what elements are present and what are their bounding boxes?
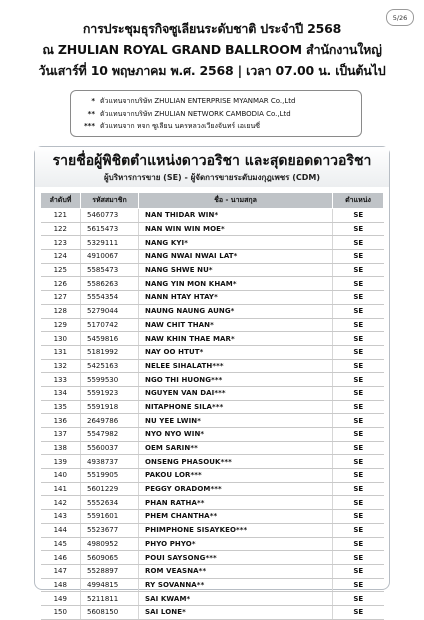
position-code: SE (333, 222, 384, 236)
legend-marker: * (91, 97, 95, 105)
member-name: NANG SHWE NU* (139, 263, 333, 277)
position-code: SE (333, 236, 384, 250)
row-number: 150 (41, 605, 81, 619)
table-row (41, 441, 384, 455)
achievers-list-panel (34, 146, 390, 617)
member-code: 5609065 (81, 551, 139, 565)
member-name: NELEE SIHALATH*** (139, 359, 333, 373)
table-row (41, 428, 384, 442)
member-code: 5586263 (81, 277, 139, 291)
table-row (41, 551, 384, 565)
member-code: 5554354 (81, 291, 139, 305)
row-number: 139 (41, 455, 81, 469)
position-code: SE (333, 482, 384, 496)
legend-marker: ** (87, 109, 95, 118)
member-code: 5523677 (81, 523, 139, 537)
member-name: PAKOU LOR*** (139, 469, 333, 483)
row-number: 126 (41, 277, 81, 291)
row-number: 147 (41, 564, 81, 578)
member-code: 4980952 (81, 537, 139, 551)
position-code: SE (333, 551, 384, 565)
member-name: NAW KHIN THAE MAR* (139, 332, 333, 346)
table-row (41, 469, 384, 483)
row-number: 135 (41, 400, 81, 414)
member-code: 5601229 (81, 482, 139, 496)
position-code: SE (333, 605, 384, 619)
member-name: NAY OO HTUT* (139, 345, 333, 359)
legend-text: ตัวแทนจาก หจก ซูเลียน นครหลวงเวียงจันทร์ เอเยนซี่ (100, 122, 261, 130)
position-code: SE (333, 592, 384, 606)
row-number: 132 (41, 359, 81, 373)
legend-item (77, 120, 361, 133)
position-code: SE (333, 209, 384, 223)
row-number: 146 (41, 551, 81, 565)
row-number: 144 (41, 523, 81, 537)
member-code: 5599530 (81, 373, 139, 387)
row-number: 129 (41, 318, 81, 332)
table-row (41, 496, 384, 510)
member-code: 5460773 (81, 209, 139, 223)
position-code: SE (333, 400, 384, 414)
position-code: SE (333, 332, 384, 346)
row-number: 145 (41, 537, 81, 551)
member-name: SAI KWAM* (139, 592, 333, 606)
position-code: SE (333, 250, 384, 264)
member-code: 4994815 (81, 578, 139, 592)
member-code: 5279044 (81, 304, 139, 318)
row-number: 125 (41, 263, 81, 277)
legend-marker: *** (84, 122, 95, 130)
table-row (41, 373, 384, 387)
member-code: 5211811 (81, 592, 139, 606)
member-name: RY SOVANNA** (139, 578, 333, 592)
column-header-no: ลำดับที่ (41, 193, 81, 209)
member-name: NU YEE LWIN* (139, 414, 333, 428)
table-row (41, 537, 384, 551)
table-row (41, 318, 384, 332)
position-code: SE (333, 373, 384, 387)
member-name: PHAN RATHA** (139, 496, 333, 510)
member-code: 5585473 (81, 263, 139, 277)
table-row (41, 400, 384, 414)
table-row (41, 386, 384, 400)
table-row (41, 277, 384, 291)
row-number: 133 (41, 373, 81, 387)
table-row (41, 291, 384, 305)
row-number: 128 (41, 304, 81, 318)
member-name: PEGGY ORADOM*** (139, 482, 333, 496)
member-code: 5608150 (81, 605, 139, 619)
member-name: ROM VEASNA** (139, 564, 333, 578)
member-name: NAN WIN WIN MOE* (139, 222, 333, 236)
member-code: 5615473 (81, 222, 139, 236)
member-code: 5519905 (81, 469, 139, 483)
member-name: PHYO PHYO* (139, 537, 333, 551)
legend-item (77, 95, 361, 108)
position-code: SE (333, 304, 384, 318)
table-row (41, 250, 384, 264)
legend-text: ตัวแทนจากบริษัท ZHULIAN ENTERPRISE MYANMAR Co.,Ltd (100, 97, 296, 105)
list-title-box (35, 147, 389, 187)
member-name: NAUNG NAUNG AUNG* (139, 304, 333, 318)
position-code: SE (333, 537, 384, 551)
event-title: การประชุมธุรกิจซูเลียนระดับชาติ ประจำปี 2568 (82, 21, 342, 36)
member-name: NYO NYO WIN* (139, 428, 333, 442)
table-row (41, 605, 384, 619)
member-name: NANG NWAI NWAI LAT* (139, 250, 333, 264)
table-row (41, 455, 384, 469)
member-code: 5591918 (81, 400, 139, 414)
member-name: SAI LONE* (139, 605, 333, 619)
legend-text: ตัวแทนจากบริษัท ZHULIAN NETWORK CAMBODIA Co.,Ltd (100, 109, 291, 118)
table-row (41, 523, 384, 537)
table-row (41, 209, 384, 223)
member-name: PHEM CHANTHA** (139, 510, 333, 524)
position-code: SE (333, 318, 384, 332)
row-number: 122 (41, 222, 81, 236)
event-header (0, 18, 424, 81)
member-code: 5425163 (81, 359, 139, 373)
row-number: 140 (41, 469, 81, 483)
position-code: SE (333, 564, 384, 578)
row-number: 121 (41, 209, 81, 223)
row-number: 131 (41, 345, 81, 359)
row-number: 134 (41, 386, 81, 400)
position-code: SE (333, 263, 384, 277)
member-code: 5181992 (81, 345, 139, 359)
event-datetime: วันเสาร์ที่ 10 พฤษภาคม พ.ศ. 2568 | เวลา 07.00 น. เป็นต้นไป (38, 63, 386, 78)
position-code: SE (333, 277, 384, 291)
member-code: 5591601 (81, 510, 139, 524)
member-name: NAN THIDAR WIN* (139, 209, 333, 223)
member-code: 5547982 (81, 428, 139, 442)
member-name: POUI SAYSONG*** (139, 551, 333, 565)
table-row (41, 359, 384, 373)
table-row (41, 222, 384, 236)
member-code: 4910067 (81, 250, 139, 264)
table-row (41, 482, 384, 496)
position-code: SE (333, 496, 384, 510)
member-name: NITAPHONE SILA*** (139, 400, 333, 414)
member-code: 5552634 (81, 496, 139, 510)
row-number: 138 (41, 441, 81, 455)
position-code: SE (333, 510, 384, 524)
column-header-position: ตำแหน่ง (333, 193, 384, 209)
table-row (41, 510, 384, 524)
row-number: 148 (41, 578, 81, 592)
page-number-badge: 5/26 (386, 9, 414, 26)
member-name: NGUYEN VAN DAI*** (139, 386, 333, 400)
member-name: OEM SARIN** (139, 441, 333, 455)
footnote-legend (70, 90, 362, 137)
row-number: 142 (41, 496, 81, 510)
position-code: SE (333, 345, 384, 359)
member-code: 4938737 (81, 455, 139, 469)
column-header-code: รหัสสมาชิก (81, 193, 139, 209)
position-code: SE (333, 291, 384, 305)
table-row (41, 236, 384, 250)
table-row (41, 414, 384, 428)
list-title: รายชื่อผู้พิชิตตำแหน่งดาวอริชา และสุดยอดดาวอริชา (52, 153, 372, 169)
member-code: 5329111 (81, 236, 139, 250)
table-row (41, 578, 384, 592)
member-code: 5170742 (81, 318, 139, 332)
table-row (41, 263, 384, 277)
position-code: SE (333, 578, 384, 592)
list-subtitle: ผู้บริหารการขาย (SE) - ผู้จัดการขายระดับมงกุฎเพชร (CDM) (103, 173, 321, 182)
member-code: 5560037 (81, 441, 139, 455)
member-code: 5591923 (81, 386, 139, 400)
position-code: SE (333, 359, 384, 373)
table-row (41, 564, 384, 578)
table-row (41, 592, 384, 606)
row-number: 141 (41, 482, 81, 496)
member-name: NANG KYI* (139, 236, 333, 250)
row-number: 149 (41, 592, 81, 606)
row-number: 130 (41, 332, 81, 346)
position-code: SE (333, 414, 384, 428)
member-name: ONSENG PHASOUK*** (139, 455, 333, 469)
member-code: 2649786 (81, 414, 139, 428)
position-code: SE (333, 386, 384, 400)
position-code: SE (333, 441, 384, 455)
member-name: NANG YIN MON KHAM* (139, 277, 333, 291)
table-row (41, 304, 384, 318)
row-number: 137 (41, 428, 81, 442)
position-code: SE (333, 523, 384, 537)
position-code: SE (333, 428, 384, 442)
row-number: 123 (41, 236, 81, 250)
table-row (41, 332, 384, 346)
row-number: 143 (41, 510, 81, 524)
row-number: 136 (41, 414, 81, 428)
row-number: 127 (41, 291, 81, 305)
member-name: PHIMPHONE SISAYKEO*** (139, 523, 333, 537)
position-code: SE (333, 469, 384, 483)
position-code: SE (333, 455, 384, 469)
table-header-row (41, 193, 384, 209)
row-number: 124 (41, 250, 81, 264)
member-name: NGO THI HUONG*** (139, 373, 333, 387)
member-code: 5459816 (81, 332, 139, 346)
legend-item (77, 108, 361, 121)
achievers-table (40, 192, 384, 620)
table-row (41, 345, 384, 359)
member-code: 5528897 (81, 564, 139, 578)
member-name: NAW CHIT THAN* (139, 318, 333, 332)
member-name: NANN HTAY HTAY* (139, 291, 333, 305)
event-venue: ณ ZHULIAN ROYAL GRAND BALLROOM สำนักงานใหญ่ (42, 42, 382, 57)
column-header-name: ชื่อ - นามสกุล (139, 193, 333, 209)
